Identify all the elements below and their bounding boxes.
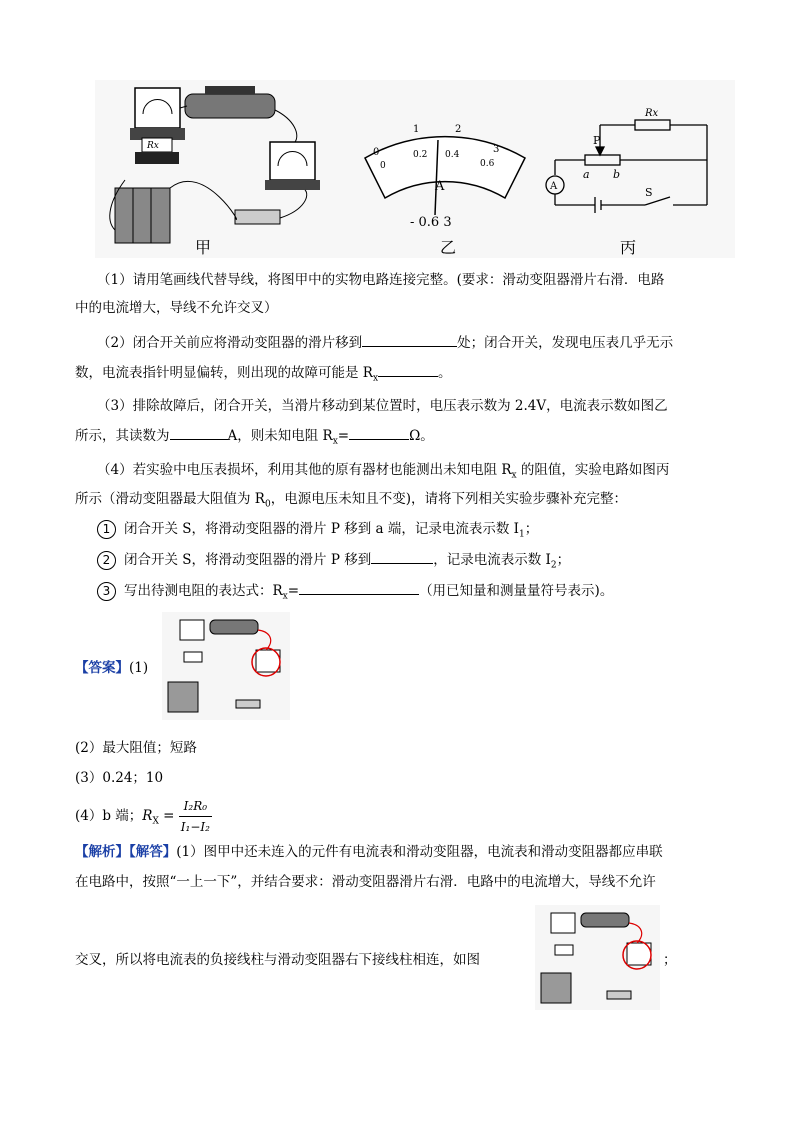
step-1-text: 闭合开关 S，将滑动变阻器的滑片 P 移到 a 端，记录电流表示数 I bbox=[124, 521, 519, 537]
answer-line3: (3）0.24；10 bbox=[75, 770, 164, 786]
step-3-eq: = bbox=[287, 583, 300, 599]
fig-label-bing: 丙 bbox=[620, 238, 637, 257]
formula-lhs: R bbox=[142, 808, 153, 824]
q3-blank-1[interactable] bbox=[170, 425, 228, 440]
step-2-text: 闭合开关 S，将滑动变阻器的滑片 P 移到 bbox=[124, 552, 372, 568]
step-3-tail: （用已知量和测量量符号表示)。 bbox=[419, 583, 614, 599]
rx-device-label: Rx bbox=[147, 141, 159, 151]
q4-step-3 bbox=[97, 580, 613, 607]
dial-top-1: 1 bbox=[413, 124, 420, 135]
answer-tag: 【答案】 bbox=[75, 660, 129, 676]
q4-sub-a: x bbox=[511, 470, 517, 481]
q3-line1: （3）排除故障后，闭合开关，当滑片移动到某位置时，电压表示数为 2.4V，电流表示数如图乙 bbox=[97, 398, 668, 414]
q2-sub: x bbox=[372, 373, 379, 384]
step-3-blank[interactable] bbox=[299, 580, 419, 595]
step-2-blank[interactable] bbox=[371, 549, 433, 564]
q2-blank-2[interactable] bbox=[378, 362, 438, 377]
analysis-text-1: (1）图甲中还未连入的元件有电流表和滑动变阻器，电流表和滑动变阻器都应串联 bbox=[176, 844, 663, 860]
q1-line2: 中的电流增大，导线不允许交叉） bbox=[75, 300, 278, 316]
step-1-sub: 1 bbox=[518, 529, 525, 540]
analysis-line2: 在电路中，按照“一上一下”，并结合要求：滑动变阻器滑片右滑．电路中的电流增大，导线不允许 bbox=[75, 874, 656, 890]
q2-text-c: 数，电流表指针明显偏转，则出现的故障可能是 R bbox=[75, 365, 373, 381]
p-label: P bbox=[593, 134, 601, 147]
formula-denominator: I₁−I₂ bbox=[180, 820, 210, 834]
step-2-sub: 2 bbox=[550, 560, 557, 571]
analysis-text-3: 交叉，所以将电流表的负接线柱与滑动变阻器右下接线柱相连，如图 bbox=[75, 952, 480, 968]
analysis-line1 bbox=[75, 842, 663, 862]
s-label: S bbox=[645, 186, 653, 199]
q2-blank-1[interactable] bbox=[362, 332, 457, 347]
q3-text-e: Ω。 bbox=[409, 428, 434, 444]
dial-unit: A bbox=[435, 179, 445, 194]
dial-bottom-2: 0.4 bbox=[445, 150, 460, 160]
a-label: a bbox=[583, 168, 590, 181]
q3-text-d: = bbox=[337, 428, 350, 444]
step-number-2: 2 bbox=[97, 551, 116, 570]
formula-fraction bbox=[179, 796, 212, 837]
formula-numerator: I₂R₀ bbox=[179, 796, 212, 817]
answer-circuit-image bbox=[162, 612, 290, 720]
q3-blank-2[interactable] bbox=[349, 425, 409, 440]
q4-text-b2: ，电源电压未知且不变)，请将下列相关实验步骤补充完整： bbox=[270, 491, 627, 507]
q4-step-1 bbox=[97, 519, 538, 545]
step-1-tail: ； bbox=[524, 521, 539, 537]
analysis-tag: 【解析】【解答】 bbox=[75, 844, 177, 860]
q2-text-b: 处；闭合开关，发现电压表几乎无示 bbox=[457, 335, 674, 351]
answer-line2: (2）最大阻值；短路 bbox=[75, 740, 197, 756]
rx-label: Rx bbox=[645, 108, 659, 119]
analysis-line3-end: ； bbox=[663, 952, 677, 968]
dial-bottom-3: 0.6 bbox=[480, 159, 495, 169]
dial-bottom-1: 0.2 bbox=[413, 150, 428, 160]
dial-bottom-0: 0 bbox=[380, 161, 386, 171]
meter-a-label: A bbox=[550, 181, 558, 192]
q4-text-b1: 所示（滑动变阻器最大阻值为 R bbox=[75, 491, 265, 507]
step-number-1: 1 bbox=[97, 520, 116, 539]
q1-line1: （1）请用笔画线代替导线，将图甲中的实物电路连接完整。(要求：滑动变阻器滑片右滑．电路 bbox=[97, 272, 665, 288]
analysis-line3 bbox=[75, 950, 480, 970]
q3-sub: x bbox=[332, 436, 338, 447]
q4-text-a1: （4）若实验中电压表损坏，利用其他的原有器材也能测出未知电阻 R bbox=[97, 462, 512, 478]
q4-line1 bbox=[97, 460, 669, 486]
q2-text-d: 。 bbox=[438, 365, 452, 381]
fig-label-jia: 甲 bbox=[195, 238, 212, 257]
q3-text-b: 所示，其读数为 bbox=[75, 428, 170, 444]
answer-line1 bbox=[75, 658, 148, 678]
dial-top-3: 3 bbox=[493, 144, 500, 155]
dial-top-2: 2 bbox=[455, 124, 462, 135]
q4-step-2 bbox=[97, 549, 570, 576]
answer-line4: (4）b 端；$R_X$ = $\frac{\text{I₂R₀}}{\text{I₁−I₂}}$ bbox=[75, 796, 212, 837]
formula-lhs-sub: X bbox=[152, 816, 159, 827]
q4-text-a2: 的阻值，实验电路如图丙 bbox=[516, 462, 670, 478]
step-number-3: 3 bbox=[97, 582, 116, 601]
q3-line2 bbox=[75, 425, 434, 452]
q4-line2 bbox=[75, 489, 627, 515]
answer-1: (1) bbox=[129, 660, 149, 676]
dial-top-0: 0 bbox=[373, 147, 380, 158]
answer-4-prefix: (4）b 端； bbox=[75, 808, 143, 824]
figure-strip bbox=[95, 80, 735, 258]
q2-line2 bbox=[75, 362, 452, 389]
q2-text-a: （2）闭合开关前应将滑动变阻器的滑片移到 bbox=[97, 335, 363, 351]
step-3-text: 写出待测电阻的表达式：R bbox=[124, 583, 283, 599]
q4-sub-b: 0 bbox=[264, 499, 271, 510]
q3-text-c: A，则未知电阻 R bbox=[227, 428, 333, 444]
step-2-tail2: ，记录电流表示数 I bbox=[433, 552, 551, 568]
b-label: b bbox=[613, 168, 621, 181]
step-2-tail: ； bbox=[556, 552, 571, 568]
fig-label-yi: 乙 bbox=[440, 238, 457, 257]
q2-line1 bbox=[97, 332, 673, 353]
dial-terminals: - 0.6 3 bbox=[410, 215, 452, 230]
analysis-circuit-image bbox=[535, 905, 660, 1010]
step-3-sub: x bbox=[282, 591, 288, 602]
